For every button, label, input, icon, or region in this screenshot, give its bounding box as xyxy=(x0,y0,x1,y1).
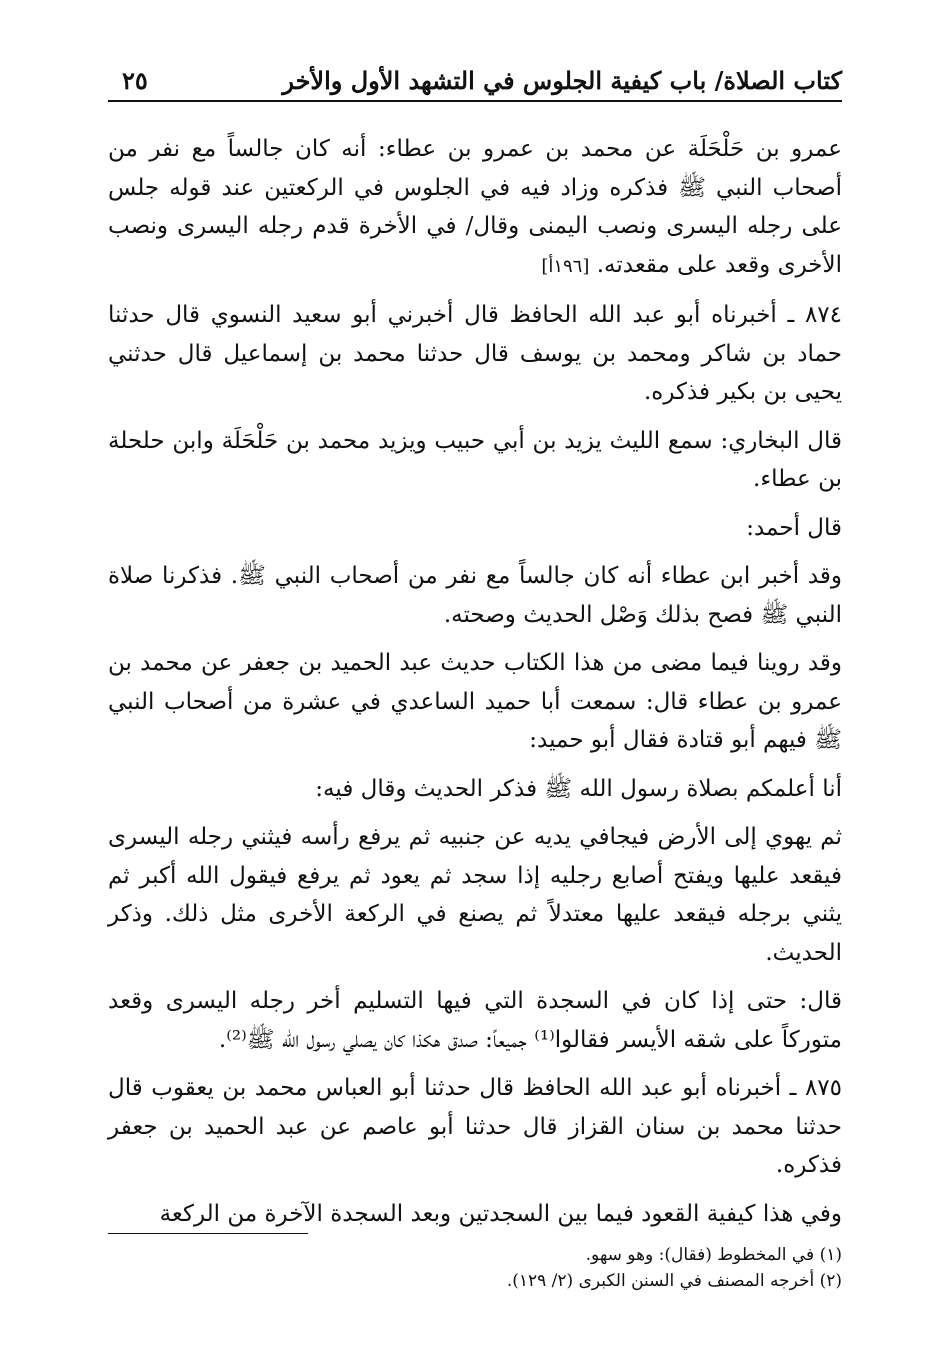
footnote-2: (٢) أخرجه المصنف في السنن الكبرى (٢/ ١٢٩). xyxy=(506,1271,842,1291)
paragraph-hadith-874: ٨٧٤ ـ أخبرناه أبو عبد الله الحافظ قال أخبرني أبو سعيد النسوي قال حدثنا حماد بن شاكر ومحمد بن يوسف قال حدثنا محمد بن إسماعيل قال حدثني يحيى بن بكير فذكره. xyxy=(108,302,842,405)
header-rule xyxy=(108,100,842,102)
paragraph-qala-ahmad: قال أحمد: xyxy=(746,514,842,541)
footnotes xyxy=(108,1242,842,1294)
paragraph-yahwi: ثم يهوي إلى الأرض فيجافي يديه عن جنبيه ثم يرفع رأسه فيثني رجله اليسرى فيقعد عليها ويفتح أصابع رجليه إذا سجد ثم يعود ثم يرفع فيقول الله أكبر ثم يثني برجله فيقعد عليها معتدلاً ثم يصنع في الركعة الأخرى مثل ذلك. وذكر الحديث. xyxy=(108,824,842,966)
chapter-title: كتاب الصلاة/ باب كيفية الجلوس في التشهد الأول والأخر xyxy=(282,66,842,95)
paragraph-1: عمرو بن حَلْحَلَة عن محمد بن عمرو بن عطاء: أنه كان جالساً مع نفر من أصحاب النبي ﷺ فذكره وزاد فيه في الجلوس في الركعتين عند قوله جلس على رجله اليسرى ونصب اليمنى وقال/ في الأخرة قدم رجله اليسرى ونصب الأخرى وقعد على مقعدته. [١٩٦أ] xyxy=(108,130,842,286)
paragraph-hadith-875: ٨٧٥ ـ أخبرناه أبو عبد الله الحافظ قال حدثنا أبو العباس محمد بن يعقوب قال حدثنا محمد بن سنان القزاز قال حدثنا أبو عاصم عن عبد الحميد بن جعفر فذكره. xyxy=(108,1075,842,1178)
paragraph-hatta-idha: قال: حتى إذا كان في السجدة التي فيها التسليم أخر رجله اليسرى وقعد متوركاً على شقه الأيسر فقالوا⁽¹⁾ جميعاً: صدق هكذا كان يصلي رسول الله ﷺ⁽²⁾. xyxy=(108,988,842,1053)
paragraph-wa-fi-hadha: وفي هذا كيفية القعود فيما بين السجدتين وبعد السجدة الآخرة من الركعة xyxy=(159,1200,842,1227)
paragraph-bukhari: قال البخاري: سمع الليث يزيد بن أبي حبيب ويزيد محمد بن حَلْحَلَة وابن حلحلة بن عطاء. xyxy=(108,427,842,492)
running-header xyxy=(108,60,842,102)
folio-marker: [١٩٦أ] xyxy=(541,255,590,277)
page-number: ٢٥ xyxy=(122,66,148,95)
paragraph-abd-al-hamid: وقد روينا فيما مضى من هذا الكتاب حديث عبد الحميد بن جعفر عن محمد بن عمرو بن عطاء قال: سمعت أبا حميد الساعدي في عشرة من أصحاب النبي ﷺ فيهم أبو قتادة فقال أبو حميد: xyxy=(108,650,842,753)
main-text xyxy=(108,130,842,1233)
paragraph-ana-alamukum: أنا أعلمكم بصلاة رسول الله ﷺ فذكر الحديث وقال فيه: xyxy=(315,775,842,802)
paragraph-ibn-ata: وقد أخبر ابن عطاء أنه كان جالساً مع نفر من أصحاب النبي ﷺ. فذكرنا صلاة النبي ﷺ فصح بذلك وَصْل الحديث وصحته. xyxy=(108,563,842,628)
footnote-1: (١) في المخطوط (فقال): وهو سهو. xyxy=(585,1245,842,1265)
footnote-rule xyxy=(108,1233,308,1234)
